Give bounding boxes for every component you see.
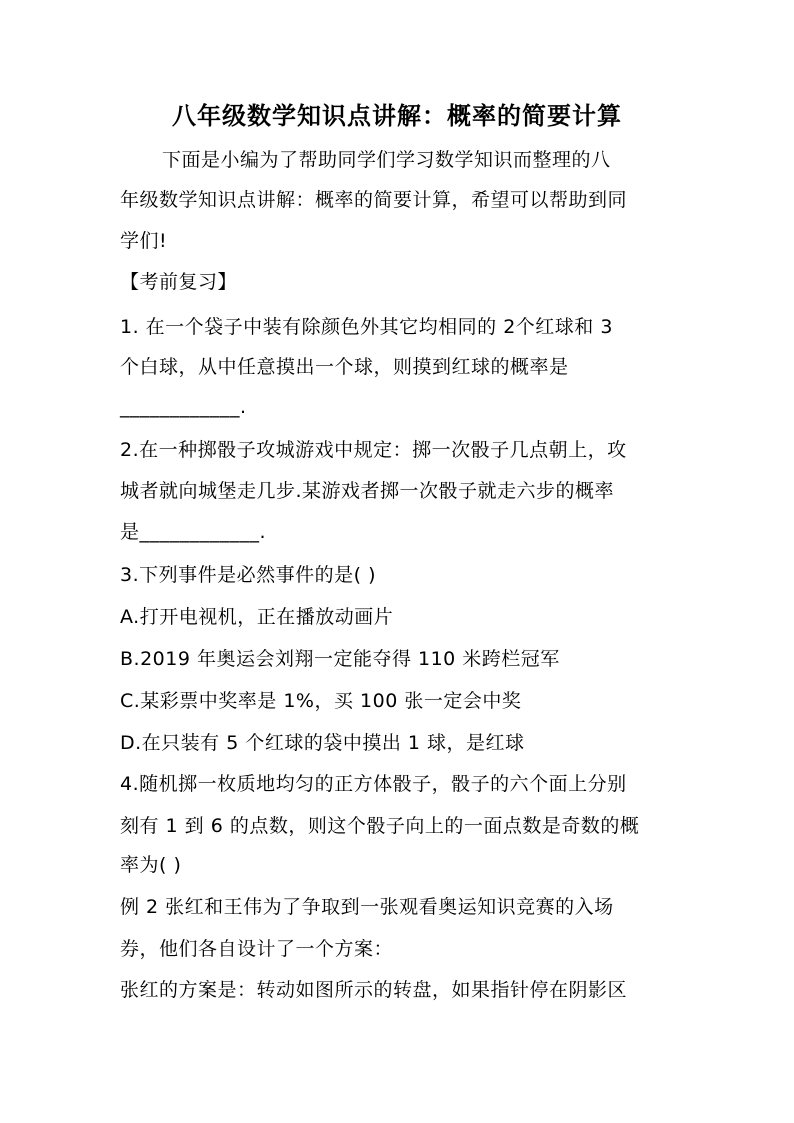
question-line: 4.随机掷一枚质地均匀的正方体骰子，骰子的六个面上分别 (120, 773, 627, 795)
question-line: 刻有 1 到 6 的点数，则这个骰子向上的一面点数是奇数的概 (120, 815, 640, 837)
paragraph-line: 下面是小编为了帮助同学们学习数学知识而整理的八 (162, 149, 611, 171)
question-line: 率为( ) (120, 854, 182, 876)
question-line: 是____________. (120, 521, 267, 543)
question-line: 3.下列事件是必然事件的是( ) (120, 564, 376, 586)
question-line: 个白球，从中任意摸出一个球，则摸到红球的概率是 (120, 356, 569, 378)
document-title: 八年级数学知识点讲解：概率的简要计算 (172, 101, 622, 130)
section-heading: 【考前复习】 (120, 271, 238, 293)
question-line: 1. 在一个袋子中装有除颜色外其它均相同的 2个红球和 3 (120, 316, 613, 338)
option-line: B.2019 年奥运会刘翔一定能夺得 110 米跨栏冠军 (120, 648, 560, 670)
paragraph-line: 学们! (120, 230, 168, 252)
example-line: 例 2 张红和王伟为了争取到一张观看奥运知识竞赛的入场 (120, 896, 614, 918)
option-line: D.在只装有 5 个红球的袋中摸出 1 球，是红球 (120, 732, 525, 754)
example-line: 券，他们各自设计了一个方案： (120, 938, 394, 960)
question-line: 2.在一种掷骰子攻城游戏中规定：掷一次骰子几点朝上，攻 (120, 439, 627, 461)
question-line: 城者就向城堡走几步.某游戏者掷一次骰子就走六步的概率 (120, 480, 615, 502)
example-line: 张红的方案是：转动如图所示的转盘，如果指针停在阴影区 (120, 979, 628, 1001)
paragraph-line: 年级数学知识点讲解：概率的简要计算，希望可以帮助到同 (120, 189, 628, 211)
option-line: C.某彩票中奖率是 1%，买 100 张一定会中奖 (120, 690, 522, 712)
option-line: A.打开电视机，正在播放动画片 (120, 606, 394, 628)
answer-blank: ____________. (120, 396, 247, 418)
